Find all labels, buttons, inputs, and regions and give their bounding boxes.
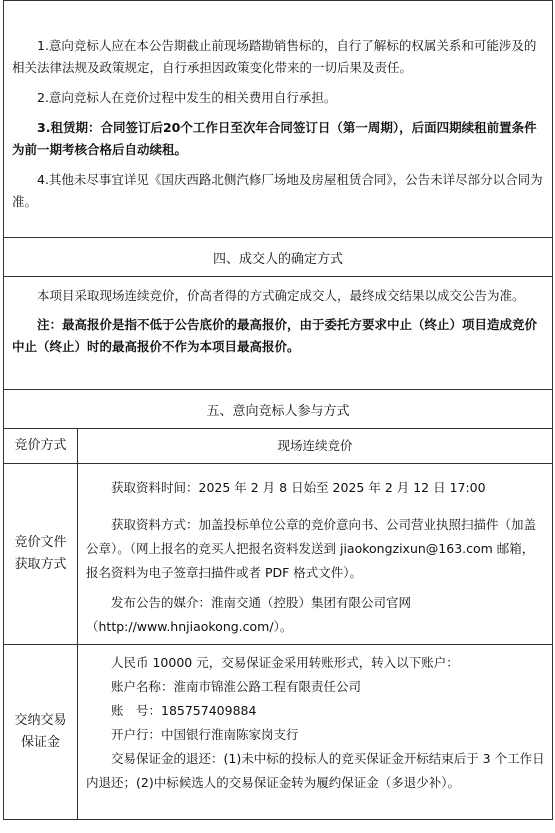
section4-title: 四、成交人的确定方式 [4, 238, 553, 277]
docs-way: 获取资料方式：加盖投标单位公章的竞价意向书、公司营业执照扫描件（加盖公章）。（网上报名的竞买人把报名资料发送到 jiaokongzixun@163.com 邮箱，报名资料为电子签章扫描件或者 PDF 格式文件）。 [86, 517, 537, 580]
note-3-lease-term: 3.租赁期：合同签订后20个工作日至次年合同签订日（第一周期），后面四期续租前置条件为前一期考核合格后自动续租。 [12, 120, 537, 157]
section5-title: 五、意向竞标人参与方式 [4, 390, 553, 429]
note-2: 2.意向竞标人在竞价过程中发生的相关费用自行承担。 [37, 90, 337, 105]
note-1: 1.意向竞标人应在本公告期截止前现场踏勘销售标的，自行了解标的权属关系和可能涉及的相关法律法规及政策规定，自行承担因政策变化带来的一切后果及责任。 [12, 38, 537, 75]
section4-rule: 本项目采取现场连续竞价，价高者得的方式确定成交人，最终成交结果以成交公告为准。 [37, 288, 525, 303]
method-label: 竞价方式 [4, 429, 78, 464]
deposit-label-line-2: 保证金 [20, 735, 60, 750]
section4-note: 注：最高报价是指不低于公告底价的最高报价，由于委托方要求中止（终止）项目造成竞价中止（终止）时的最高报价不作为本项目最高报价。 [12, 317, 538, 354]
deposit-label-line-1: 交纳交易 [14, 713, 67, 728]
docs-label [4, 464, 78, 645]
docs-label-line-1: 竞价文件 [14, 535, 67, 550]
deposit-label [4, 645, 78, 820]
deposit-amount: 人民币 10000 元，交易保证金采用转账形式，转入以下账户： [111, 655, 459, 670]
announcement-table [3, 0, 553, 820]
section4-body [4, 277, 553, 390]
bank-name: 开户行：中国银行淮南陈家岗支行 [111, 727, 299, 742]
method-value: 现场连续竞价 [78, 429, 553, 464]
docs-time: 获取资料时间：2025 年 2 月 8 日始至 2025 年 2 月 12 日 17:00 [111, 480, 486, 495]
deposit-refund: 交易保证金的退还：(1)未中标的投标人的竞买保证金开标结束后于 3 个工作日内退还；(2)中标候选人的交易保证金转为履约保证金（多退少补）。 [86, 751, 545, 790]
note-4: 4.其他未尽事宜详见《国庆西路北侧汽修厂场地及房屋租赁合同》，公告未详尽部分以合同为准。 [12, 172, 543, 209]
deposit-cell [78, 645, 553, 820]
account-name: 账户名称：淮南市锦淮公路工程有限责任公司 [111, 679, 362, 694]
docs-cell [78, 464, 553, 645]
notes-cell [4, 1, 553, 238]
docs-label-line-2: 获取方式 [14, 557, 67, 572]
docs-media: 发布公告的媒介：淮南交通（控股）集团有限公司官网（http://www.hnjiaokong.com/）。 [86, 595, 412, 634]
account-number: 账 号：185757409884 [111, 703, 257, 718]
